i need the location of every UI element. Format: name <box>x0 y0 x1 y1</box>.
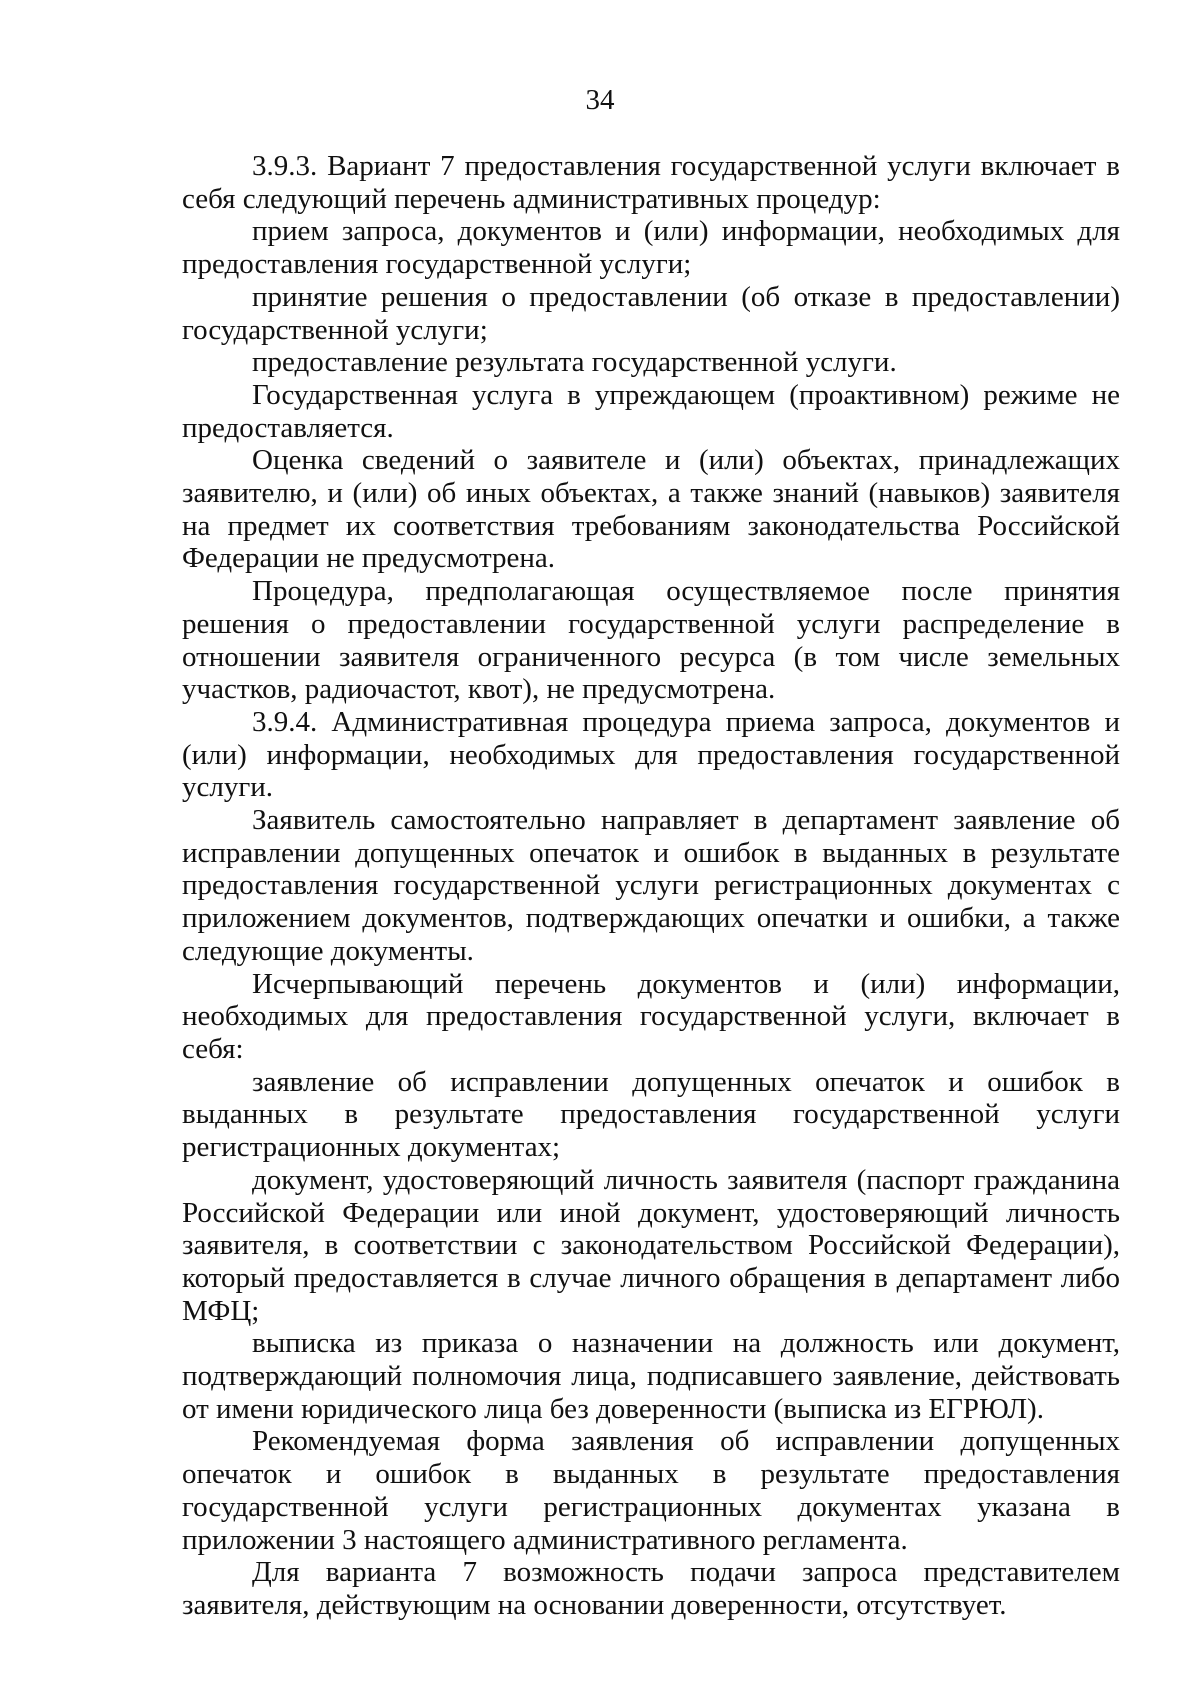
paragraph-3-9-3: 3.9.3. Вариант 7 предоставления государственной услуги включает в себя следующий перечень административных процедур: <box>182 150 1120 215</box>
list-item-decision: принятие решения о предоставлении (об отказе в предоставлении) государственной услуги; <box>182 280 1120 346</box>
paragraph-resource-distribution: Процедура, предполагающая осуществляемое после принятия решения о предоставлении государственной услуги распределение в отношении заявителя ограниченного ресурса (в том числе земельных участков, радиочастот, квот), не предусмотрена. <box>182 575 1120 706</box>
list-item-identity-document: документ, удостоверяющий личность заявителя (паспорт гражданина Российской Федерации или иной документ, удостоверяющий личность заявителя, в соответствии с законодательством Российской Федерации), который предоставляется в случае личного обращения в департамент либо МФЦ; <box>182 1163 1120 1327</box>
paragraph-representative: Для варианта 7 возможность подачи запроса представителем заявителя, действующим на основании доверенности, отсутствует. <box>182 1556 1120 1621</box>
document-body <box>182 150 1120 1622</box>
page-number: 34 <box>585 84 615 116</box>
list-item-application: заявление об исправлении допущенных опечаток и ошибок в выданных в результате предоставления государственной услуги регистрационных документах; <box>182 1065 1120 1164</box>
paragraph-proactive-mode: Государственная услуга в упреждающем (проактивном) режиме не предоставляется. <box>182 378 1120 444</box>
paragraph-applicant-submits: Заявитель самостоятельно направляет в департамент заявление об исправлении допущенных опечаток и ошибок в выданных в результате предоставления государственной услуги регистрационных документах с приложением документов, подтверждающих опечатки и ошибки, а также следующие документы. <box>182 804 1120 967</box>
list-item-reception: прием запроса, документов и (или) информации, необходимых для предоставления государственной услуги; <box>182 215 1120 281</box>
paragraph-recommended-form: Рекомендуемая форма заявления об исправлении допущенных опечаток и ошибок в выданных в результате предоставления государственной услуги регистрационных документах указана в приложении 3 настоящего административного регламента. <box>182 1425 1120 1556</box>
paragraph-3-9-4: 3.9.4. Административная процедура приема запроса, документов и (или) информации, необходимых для предоставления государственной услуги. <box>182 705 1120 804</box>
paragraph-applicant-assessment: Оценка сведений о заявителе и (или) объектах, принадлежащих заявителю, и (или) об иных объектах, а также знаний (навыков) заявителя на предмет их соответствия требованиям законодательства Российской Федерации не предусмотрена. <box>182 444 1120 575</box>
list-item-order-extract: выписка из приказа о назначении на должность или документ, подтверждающий полномочия лица, подписавшего заявление, действовать от имени юридического лица без доверенности (выписка из ЕГРЮЛ). <box>182 1327 1120 1425</box>
paragraph-documents-list: Исчерпывающий перечень документов и (или) информации, необходимых для предоставления государственной услуги, включает в себя: <box>182 967 1120 1065</box>
list-item-result: предоставление результата государственной услуги. <box>252 346 897 379</box>
